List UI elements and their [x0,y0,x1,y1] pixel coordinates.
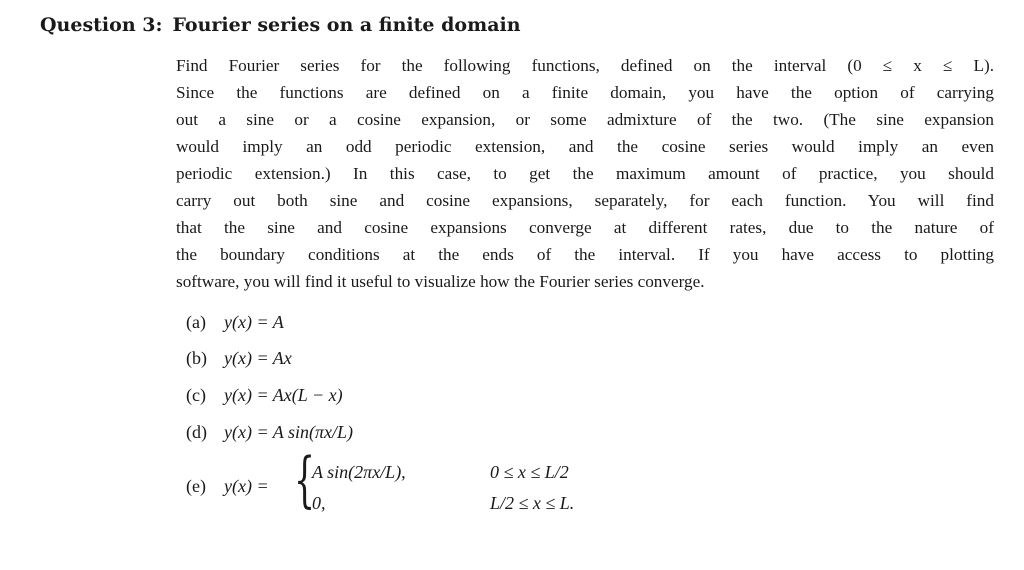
question-header [40,14,521,36]
paragraph-line: periodic extension.) In this case, to get the maximum amount of practice, you should [176,164,994,183]
paragraph-line: Find Fourier series for the following functions, defined on the interval (0 ≤ x ≤ L). [176,56,994,75]
paragraph-line: Since the functions are defined on a finite domain, you have the option of carrying [176,83,994,102]
piecewise-lhs-expression: y(x) = [224,476,269,496]
question-number: Question 3: [40,14,163,36]
item-expression: y(x) = A [224,312,284,332]
piecewise-lhs [186,476,269,497]
function-item-d [186,422,353,443]
paragraph-line: software, you will find it useful to visualize how the Fourier series converge. [176,272,705,291]
paragraph-line: carry out both sine and cosine expansions, separately, for each function. You will find [176,191,994,210]
function-item-e [186,445,646,520]
question-title: Fourier series on a finite domain [172,14,521,36]
paragraph-line: that the sine and cosine expansions converge at different rates, due to the nature of [176,218,994,237]
function-item-b [186,348,292,369]
piecewise-case-2: 0, [312,493,326,513]
item-expression: y(x) = Ax [224,348,292,368]
piecewise-brace: { [294,445,316,515]
item-expression: y(x) = A sin(πx/L) [224,422,353,442]
item-expression: y(x) = Ax(L − x) [224,385,343,405]
item-label: (b) [186,348,207,368]
item-label: (e) [186,476,206,496]
function-item-a [186,312,284,333]
paragraph-line: would imply an odd periodic extension, and the cosine series would imply an even [176,137,994,156]
paragraph-line: out a sine or a cosine expansion, or some admixture of the two. (The sine expansion [176,110,994,129]
function-item-c [186,385,343,406]
piecewise-condition-1: 0 ≤ x ≤ L/2 [490,462,569,482]
piecewise-condition-2: L/2 ≤ x ≤ L. [490,493,575,513]
paragraph-line: the boundary conditions at the ends of the interval. If you have access to plotting [176,245,994,264]
item-label: (c) [186,385,206,405]
instructions-paragraph [176,52,994,295]
item-label: (d) [186,422,207,442]
item-label: (a) [186,312,206,332]
piecewise-case-1: A sin(2πx/L), [312,462,406,482]
